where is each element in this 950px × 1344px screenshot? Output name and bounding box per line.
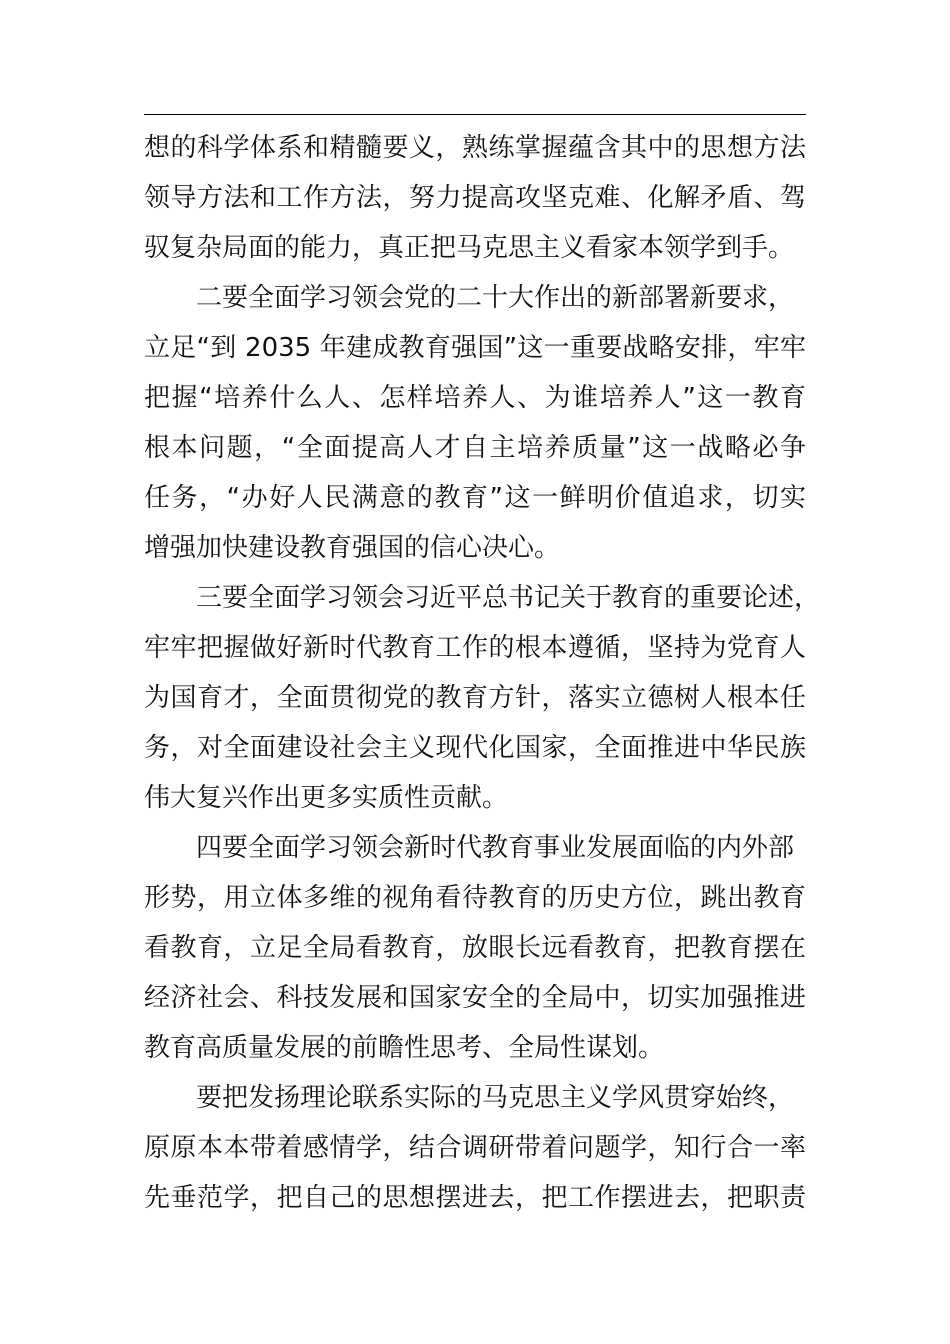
text-line: 要把发扬理论联系实际的马克思主义学风贯穿始终， (196, 1083, 795, 1113)
text-line: 领导方法和工作方法，努力提高攻坚克难、化解矛盾、驾 (144, 183, 806, 213)
text-line: 为国育才，全面贯彻党的教育方针，落实立德树人根本任 (144, 683, 806, 713)
text-line: 伟大复兴作出更多实质性贡献。 (144, 783, 509, 813)
text-line: 想的科学体系和精髓要义，熟练掌握蕴含其中的思想方法 (144, 133, 806, 163)
text-line: 把握“培养什么人、怎样培养人、为谁培养人”这一教育 (144, 383, 806, 413)
text-line: 看教育，立足全局看教育，放眼长远看教育，把教育摆在 (144, 933, 806, 963)
text-line: 经济社会、科技发展和国家安全的全局中，切实加强推进 (144, 983, 806, 1013)
text-line: 教育高质量发展的前瞻性思考、全局性谋划。 (144, 1033, 665, 1063)
text-line: 二要全面学习领会党的二十大作出的新部署新要求， (196, 283, 795, 313)
text-line: 先垂范学，把自己的思想摆进去，把工作摆进去，把职责 (144, 1183, 806, 1213)
text-line: 增强加快建设教育强国的信心决心。 (144, 533, 561, 563)
header-rule (144, 114, 806, 115)
text-line: 根本问题，“全面提高人才自主培养质量”这一战略必争 (144, 433, 806, 463)
text-line: 形势，用立体多维的视角看待教育的历史方位，跳出教育 (144, 883, 806, 913)
text-line: 务，对全面建设社会主义现代化国家，全面推进中华民族 (144, 733, 806, 763)
text-line: 立足“到 2035 年建成教育强国”这一重要战略安排，牢牢 (144, 333, 806, 363)
text-line: 牢牢把握做好新时代教育工作的根本遵循，坚持为党育人 (144, 633, 806, 663)
text-line: 任务，“办好人民满意的教育”这一鲜明价值追求，切实 (144, 483, 806, 513)
text-line: 驭复杂局面的能力，真正把马克思主义看家本领学到手。 (144, 233, 795, 263)
text-line: 四要全面学习领会新时代教育事业发展面临的内外部 (196, 833, 795, 863)
text-line: 三要全面学习领会习近平总书记关于教育的重要论述， (196, 583, 821, 613)
body-text (144, 123, 821, 1223)
text-line: 原原本本带着感情学，结合调研带着问题学，知行合一率 (144, 1133, 806, 1163)
